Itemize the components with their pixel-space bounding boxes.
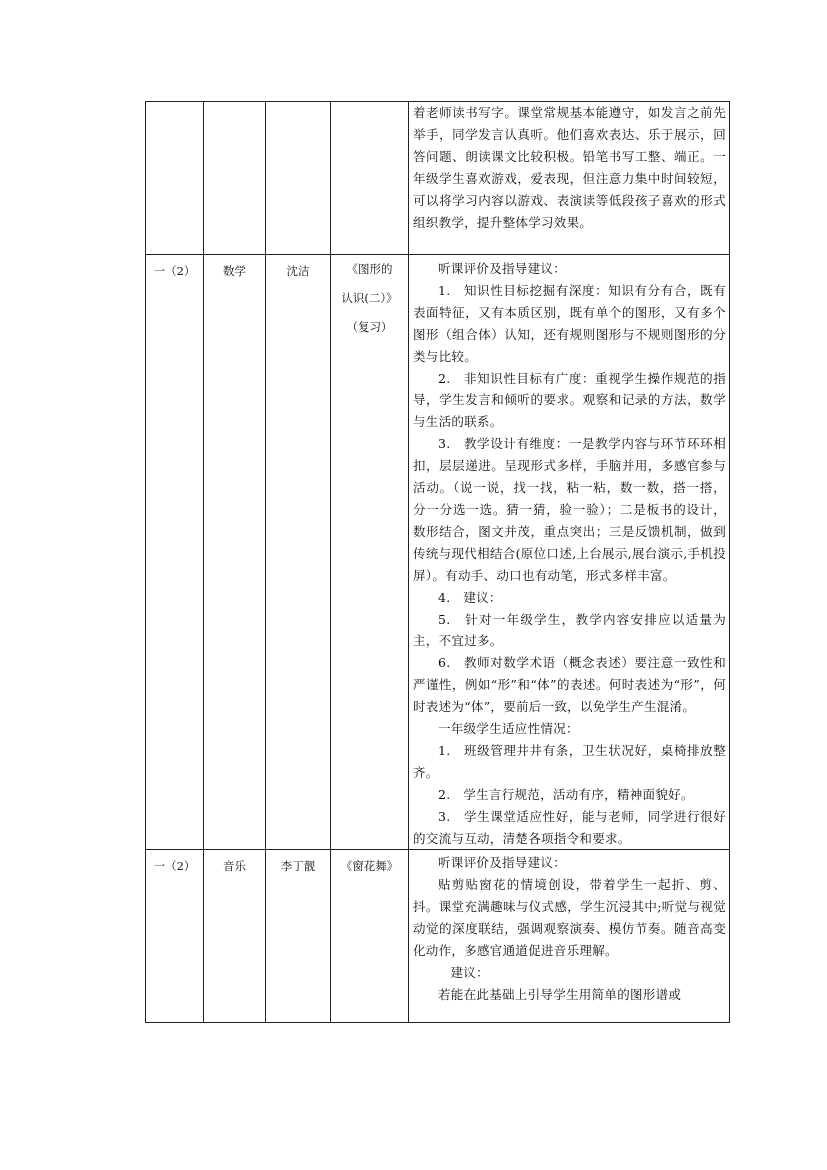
comment-paragraph: 3. 学生课堂适应性好，能与老师，同学进行很好的交流与互动，清楚各项指令和要求。 <box>413 808 726 846</box>
comment-paragraph: 贴剪贴窗花的情境创设，带着学生一起折、剪、抖。课堂充满趣味与仪式感，学生沉浸其中;听觉与视觉动觉的深度联结，强调观察演奏、模仿节奏。随音高变化动作，多感官通道促进音乐理解。 <box>413 877 726 959</box>
comment-paragraph: 若能在此基础上引导学生用简单的图形谱或 <box>438 986 682 1002</box>
comment-paragraph: 1. 班级管理井井有条，卫生状况好，桌椅排放整齐。 <box>413 742 726 780</box>
lesson-title-line: （复习） <box>346 320 393 334</box>
class-cell: 一（2） <box>146 850 204 1023</box>
table-row <box>146 102 730 255</box>
teacher-cell: 沈洁 <box>266 255 331 850</box>
comment-paragraph: 4. 建议： <box>438 589 502 605</box>
lesson-title-line: 认识(二）》 <box>341 291 398 305</box>
table-row <box>146 255 730 850</box>
comment-paragraph: 2. 非知识性目标有广度：重视学生操作规范的指导，学生发言和倾听的要求。观察和记录的方法，数学与生活的联系。 <box>413 370 726 430</box>
comment-paragraph: 3. 教学设计有维度：一是教学内容与环节环环相扣，层层递进。呈现形式多样，手脑并用，多感官参与活动。（说一说，找一找，粘一粘，数一数，搭一搭，分一分选一选。猜一猜，验一验）；二是板书的设计，数形结合，图文并茂，重点突出；三是反馈机制，做到传统与现代相结合(原位口述,上台展示,展台演示,手机投屏）。有动手、动口也有动笔，形式多样丰富。 <box>413 436 726 583</box>
comment-heading: 听课评价及指导建议： <box>438 855 567 871</box>
comment-cell <box>409 255 730 850</box>
class-cell <box>146 102 204 255</box>
comment-heading: 建议： <box>450 965 489 980</box>
comment-cell <box>409 850 730 1023</box>
lesson-cell <box>331 102 409 255</box>
subject-cell: 数学 <box>204 255 266 850</box>
teacher-cell: 李丁靓 <box>266 850 331 1023</box>
subject-cell: 音乐 <box>204 850 266 1023</box>
comment-paragraph: 着老师读书写字。课堂常规基本能遵守，如发言之前先举手，同学发言认真听。他们喜欢表达、乐于展示，回答问题、朗读课文比较积极。铅笔书写工整、端正。一年级学生喜欢游戏，爱表现，但注意力集中时间较短，可以将学习内容以游戏、表演读等低段孩子喜欢的形式组织教学，提升整体学习效果。 <box>413 105 726 230</box>
lesson-cell <box>331 255 409 850</box>
comment-heading: 听课评价及指导建议： <box>438 261 567 276</box>
comment-paragraph: 5. 针对一年级学生，教学内容安排应以适量为主，不宜过多。 <box>413 611 726 649</box>
teacher-cell <box>266 102 331 255</box>
table-row <box>146 850 730 1023</box>
evaluation-table <box>145 101 730 1023</box>
comment-paragraph: 6. 教师对数学术语（概念表述）要注意一致性和严谨性，例如“形”和“体”的表述。何时表述为“形”，何时表述为“体”，要前后一致，以免学生产生混淆。 <box>413 655 726 715</box>
comment-paragraph: 2. 学生言行规范，活动有序，精神面貌好。 <box>438 786 694 802</box>
comment-paragraph: 1. 知识性目标挖掘有深度：知识有分有合，既有表面特征，又有本质区别，既有单个的图形，又有多个图形（组合体）认知，还有规则图形与不规则图形的分类与比较。 <box>413 282 726 364</box>
lesson-title-line: 《图形的 <box>346 262 393 276</box>
class-cell: 一（2） <box>146 255 204 850</box>
lesson-cell: 《窗花舞》 <box>331 850 409 1023</box>
subject-cell <box>204 102 266 255</box>
comment-heading: 一年级学生适应性情况： <box>438 721 579 737</box>
comment-cell <box>409 102 730 255</box>
